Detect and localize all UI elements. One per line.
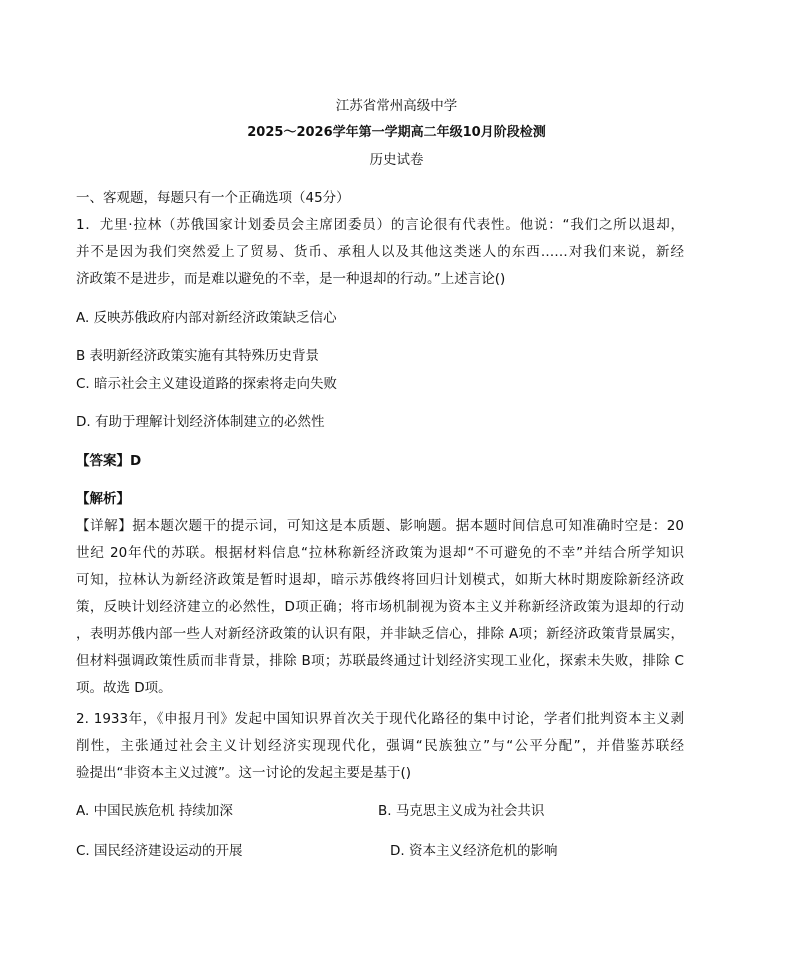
q2-option-b: B. 马克思主义成为社会共识: [378, 803, 545, 819]
q2-option-c: C. 国民经济建设运动的开展: [76, 843, 243, 859]
answer-value: D: [130, 453, 142, 469]
q1-stem-line-3: 济政策不是进步，而是难以避免的不幸，是一种退却的行动。”上述言论(): [76, 271, 506, 287]
analysis-line-7: 项。故选 D项。: [76, 680, 172, 696]
q1-stem-line-1: 1．尤里·拉林（苏俄国家计划委员会主席团委员）的言论很有代表性。他说：“我们之所以退却，: [76, 217, 684, 233]
analysis-label: 【解析】: [76, 491, 130, 507]
school-name: 江苏省常州高级中学: [335, 98, 458, 114]
answer-label: 【答案】: [76, 453, 130, 469]
subject-title: 历史试卷: [369, 152, 424, 168]
section-title: 一、客观题，每题只有一个正确选项（45分）: [76, 190, 350, 206]
analysis-line-1: 【详解】据本题次题干的提示词，可知这是本质题、影响题。据本题时间信息可知准确时空是：20: [76, 518, 684, 534]
analysis-line-6: 但材料强调政策性质而非背景，排除 B项；苏联最终通过计划经济实现工业化，探索未失败，排除 C: [76, 653, 684, 669]
analysis-line-5: ，表明苏俄内部一些人对新经济政策的认识有限，并非缺乏信心，排除 A项；新经济政策背景属实，: [76, 626, 684, 642]
q2-stem-line-3: 验提出“非资本主义过渡”。这一讨论的发起主要是基于(): [76, 765, 412, 781]
q2-stem-line-1: 2. 1933年，《申报月刊》发起中国知识界首次关于现代化路径的集中讨论，学者们批判资本主义剥: [76, 711, 684, 727]
q1-option-b: B 表明新经济政策实施有其特殊历史背景: [76, 348, 320, 364]
q1-option-a: A. 反映苏俄政府内部对新经济政策缺乏信心: [76, 310, 337, 326]
analysis-line-2: 世纪 20年代的苏联。根据材料信息“拉林称新经济政策为退却“不可避免的不幸”并结合所学知识: [76, 545, 684, 561]
q2-option-d: D. 资本主义经济危机的影响: [390, 843, 558, 859]
q1-answer: [76, 452, 141, 470]
q1-stem-line-2: 并不是因为我们突然爱上了贸易、货币、承租人以及其他这类迷人的东西……对我们来说，新经: [76, 244, 684, 260]
q1-option-d: D. 有助于理解计划经济体制建立的必然性: [76, 414, 325, 430]
analysis-line-3: 可知，拉林认为新经济政策是暂时退却，暗示苏俄终将回归计划模式，如斯大林时期废除新经济政: [76, 572, 684, 588]
q2-stem-line-2: 削性，主张通过社会主义计划经济实现现代化，强调“民族独立”与“公平分配”，并借鉴苏联经: [76, 738, 684, 754]
exam-title: 2025～2026学年第一学期高二年级10月阶段检测: [247, 125, 546, 140]
q1-option-c: C. 暗示社会主义建设道路的探索将走向失败: [76, 376, 338, 392]
analysis-line-4: 策，反映计划经济建立的必然性，D项正确；将市场机制视为资本主义并称新经济政策为退却的行动: [76, 599, 684, 615]
q2-option-a: A. 中国民族危机 持续加深: [76, 803, 233, 819]
